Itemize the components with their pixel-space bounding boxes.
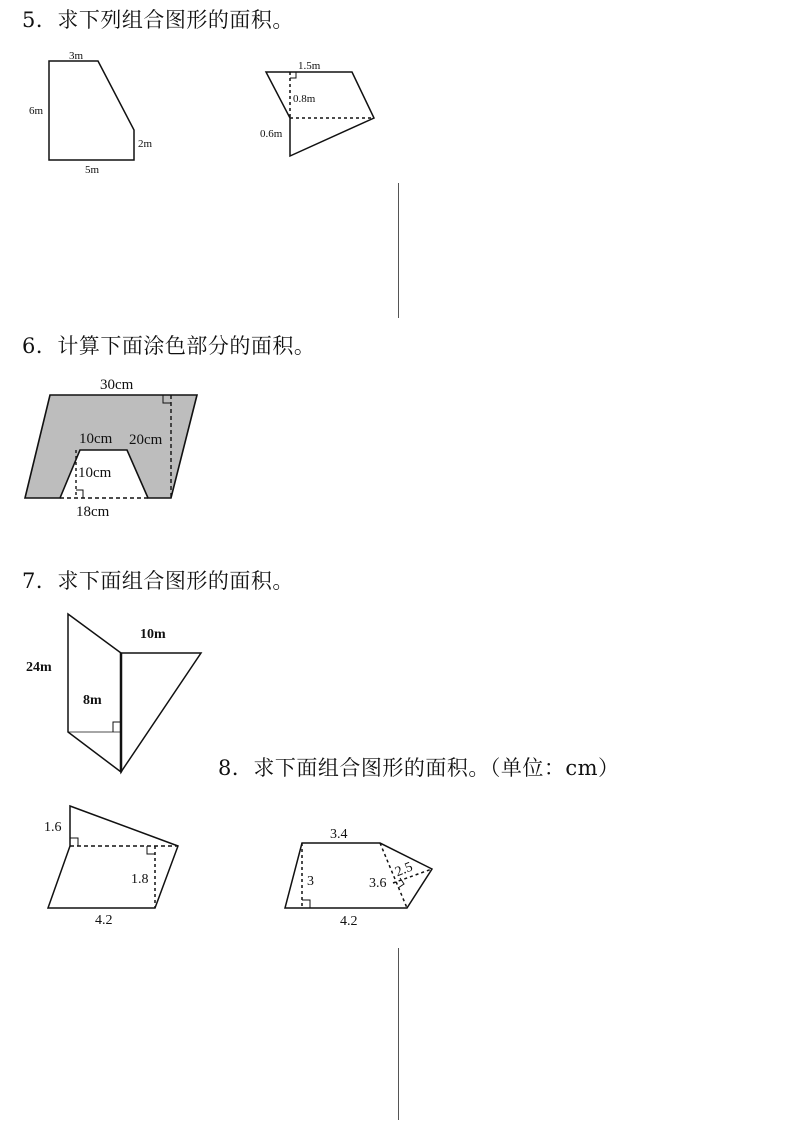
q7-middle-label: 8m (83, 693, 102, 708)
q6-bottom-label: 18cm (76, 504, 110, 520)
q8-fig2-bottom-label: 4.2 (340, 914, 358, 929)
q7-top-label: 10m (140, 627, 166, 642)
q8-fig2-height-label: 3 (307, 874, 314, 889)
q5-fig1-top-label: 3m (69, 50, 84, 62)
q5-fig1-left-label: 6m (29, 105, 44, 117)
right-angle-marker (147, 846, 155, 854)
q6-inner-height-label: 10cm (78, 465, 112, 481)
q7-triangle (121, 653, 201, 772)
q8-fig1-shape (48, 806, 178, 908)
question-8-title: 8．求下面组合图形的面积。（单位：cm） (218, 756, 620, 780)
right-angle-marker (290, 72, 296, 78)
q6-height-label: 20cm (129, 432, 163, 448)
question-6-title: 6．计算下面涂色部分的面积。 (22, 334, 316, 358)
q5-fig2-left-label: 0.6m (260, 128, 283, 140)
q5-fig2-top-label: 1.5m (298, 60, 321, 72)
right-angle-marker (302, 900, 310, 908)
q6-top-label: 30cm (100, 377, 134, 393)
q5-figure-2 (266, 72, 374, 156)
q8-fig2-side-label: 2.5 (393, 859, 415, 881)
right-angle-marker (70, 838, 78, 846)
q8-fig1-c-label: 4.2 (95, 913, 113, 928)
q5-fig1-bottom-label: 5m (85, 164, 100, 176)
q8-fig2-h2-label: 3.6 (369, 876, 387, 891)
q8-fig1-b-label: 1.8 (131, 872, 149, 887)
q8-figure-1 (48, 806, 178, 908)
q8-fig1-a-label: 1.6 (44, 820, 62, 835)
right-angle-marker (76, 490, 83, 498)
question-5-title: 5．求下列组合图形的面积。 (22, 8, 294, 32)
q5-pentagon-shape (49, 61, 134, 160)
q5-composite-shape (266, 72, 374, 156)
q7-left-label: 24m (26, 660, 52, 675)
q5-fig1-right-label: 2m (138, 138, 153, 150)
q5-figure-1 (49, 61, 134, 160)
q8-fig2-top-label: 3.4 (330, 827, 348, 842)
q5-fig2-height-label: 0.8m (293, 93, 316, 105)
question-7-title: 7．求下面组合图形的面积。 (22, 569, 294, 593)
q6-inner-top-label: 10cm (79, 431, 113, 447)
